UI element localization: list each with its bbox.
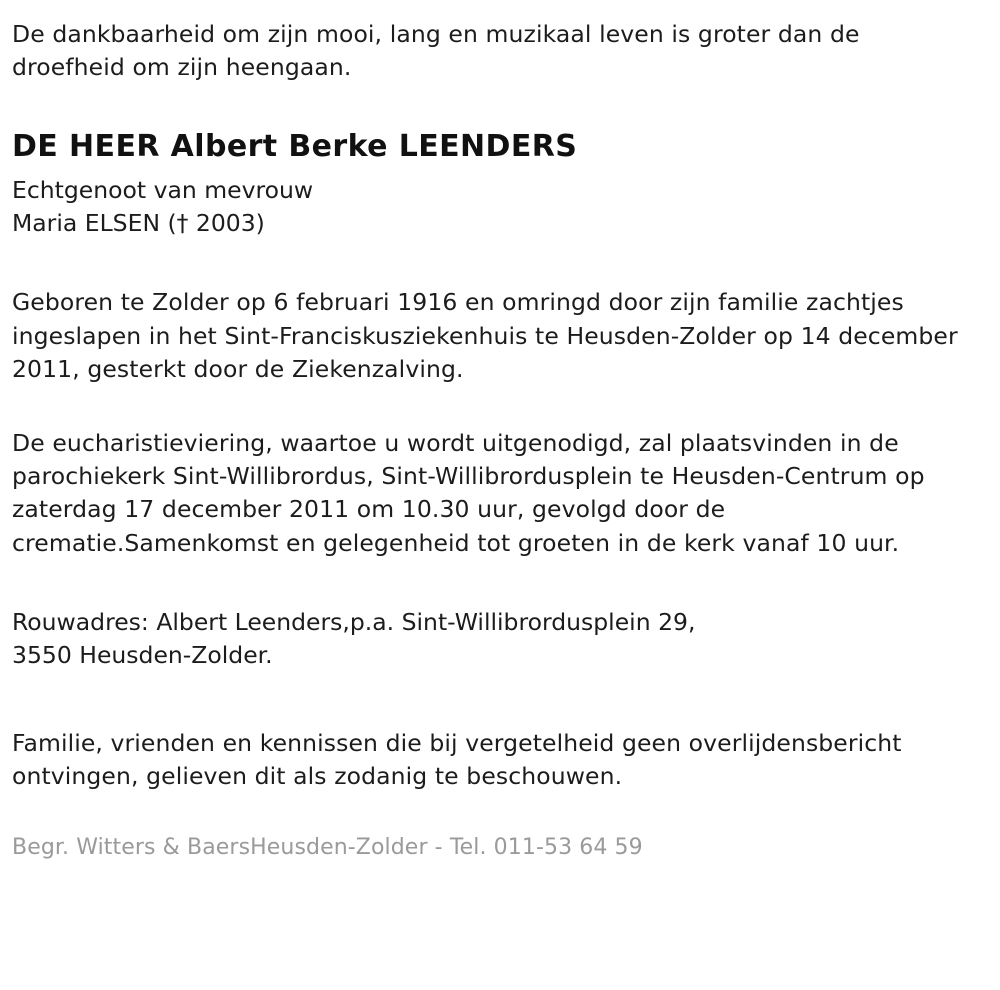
funeral-home-footer: Begr. Witters & BaersHeusden-Zolder - Tel. 011-53 64 59 [12,835,643,861]
intro-paragraph: De dankbaarheid om zijn mooi, lang en muzikaal leven is groter dan de droefheid om zijn heengaan. [12,20,860,82]
spouse-label: Echtgenoot van mevrouw [12,175,314,204]
mourning-address-line-2: 3550 Heusden-Zolder. [12,641,273,670]
mourning-address-block [12,606,970,673]
notice-paragraph: Familie, vrienden en kennissen die bij vergetelheid geen overlijdensbericht ontvingen, gelieven dit als zodanig te beschouwen. [12,728,902,791]
spouse-name: Maria ELSEN († 2003) [12,209,265,238]
spouse-block [12,174,970,241]
birth-and-death-paragraph: Geboren te Zolder op 6 februari 1916 en omringd door zijn familie zachtjes ingeslapen in het Sint-Franciskusziekenhuis te Heusden-Zolder op 14 december 2011, gesterkt door de Ziekenzalving. [12,288,958,384]
service-paragraph: De eucharistieviering, waartoe u wordt uitgenodigd, zal plaatsvinden in de parochiekerk Sint-Willibrordus, Sint-Willibrordusplein te Heusden-Centrum op zaterdag 17 december 2011 om 10.30 uur, gevolgd door de crematie.Samenkomst en gelegenheid tot groeten in de kerk vanaf 10 uur. [12,428,925,557]
deceased-name: DE HEER Albert Berke LEENDERS [12,128,578,164]
mourning-address-line-1: Rouwadres: Albert Leenders,p.a. Sint-Willibrordusplein 29, [12,607,696,636]
